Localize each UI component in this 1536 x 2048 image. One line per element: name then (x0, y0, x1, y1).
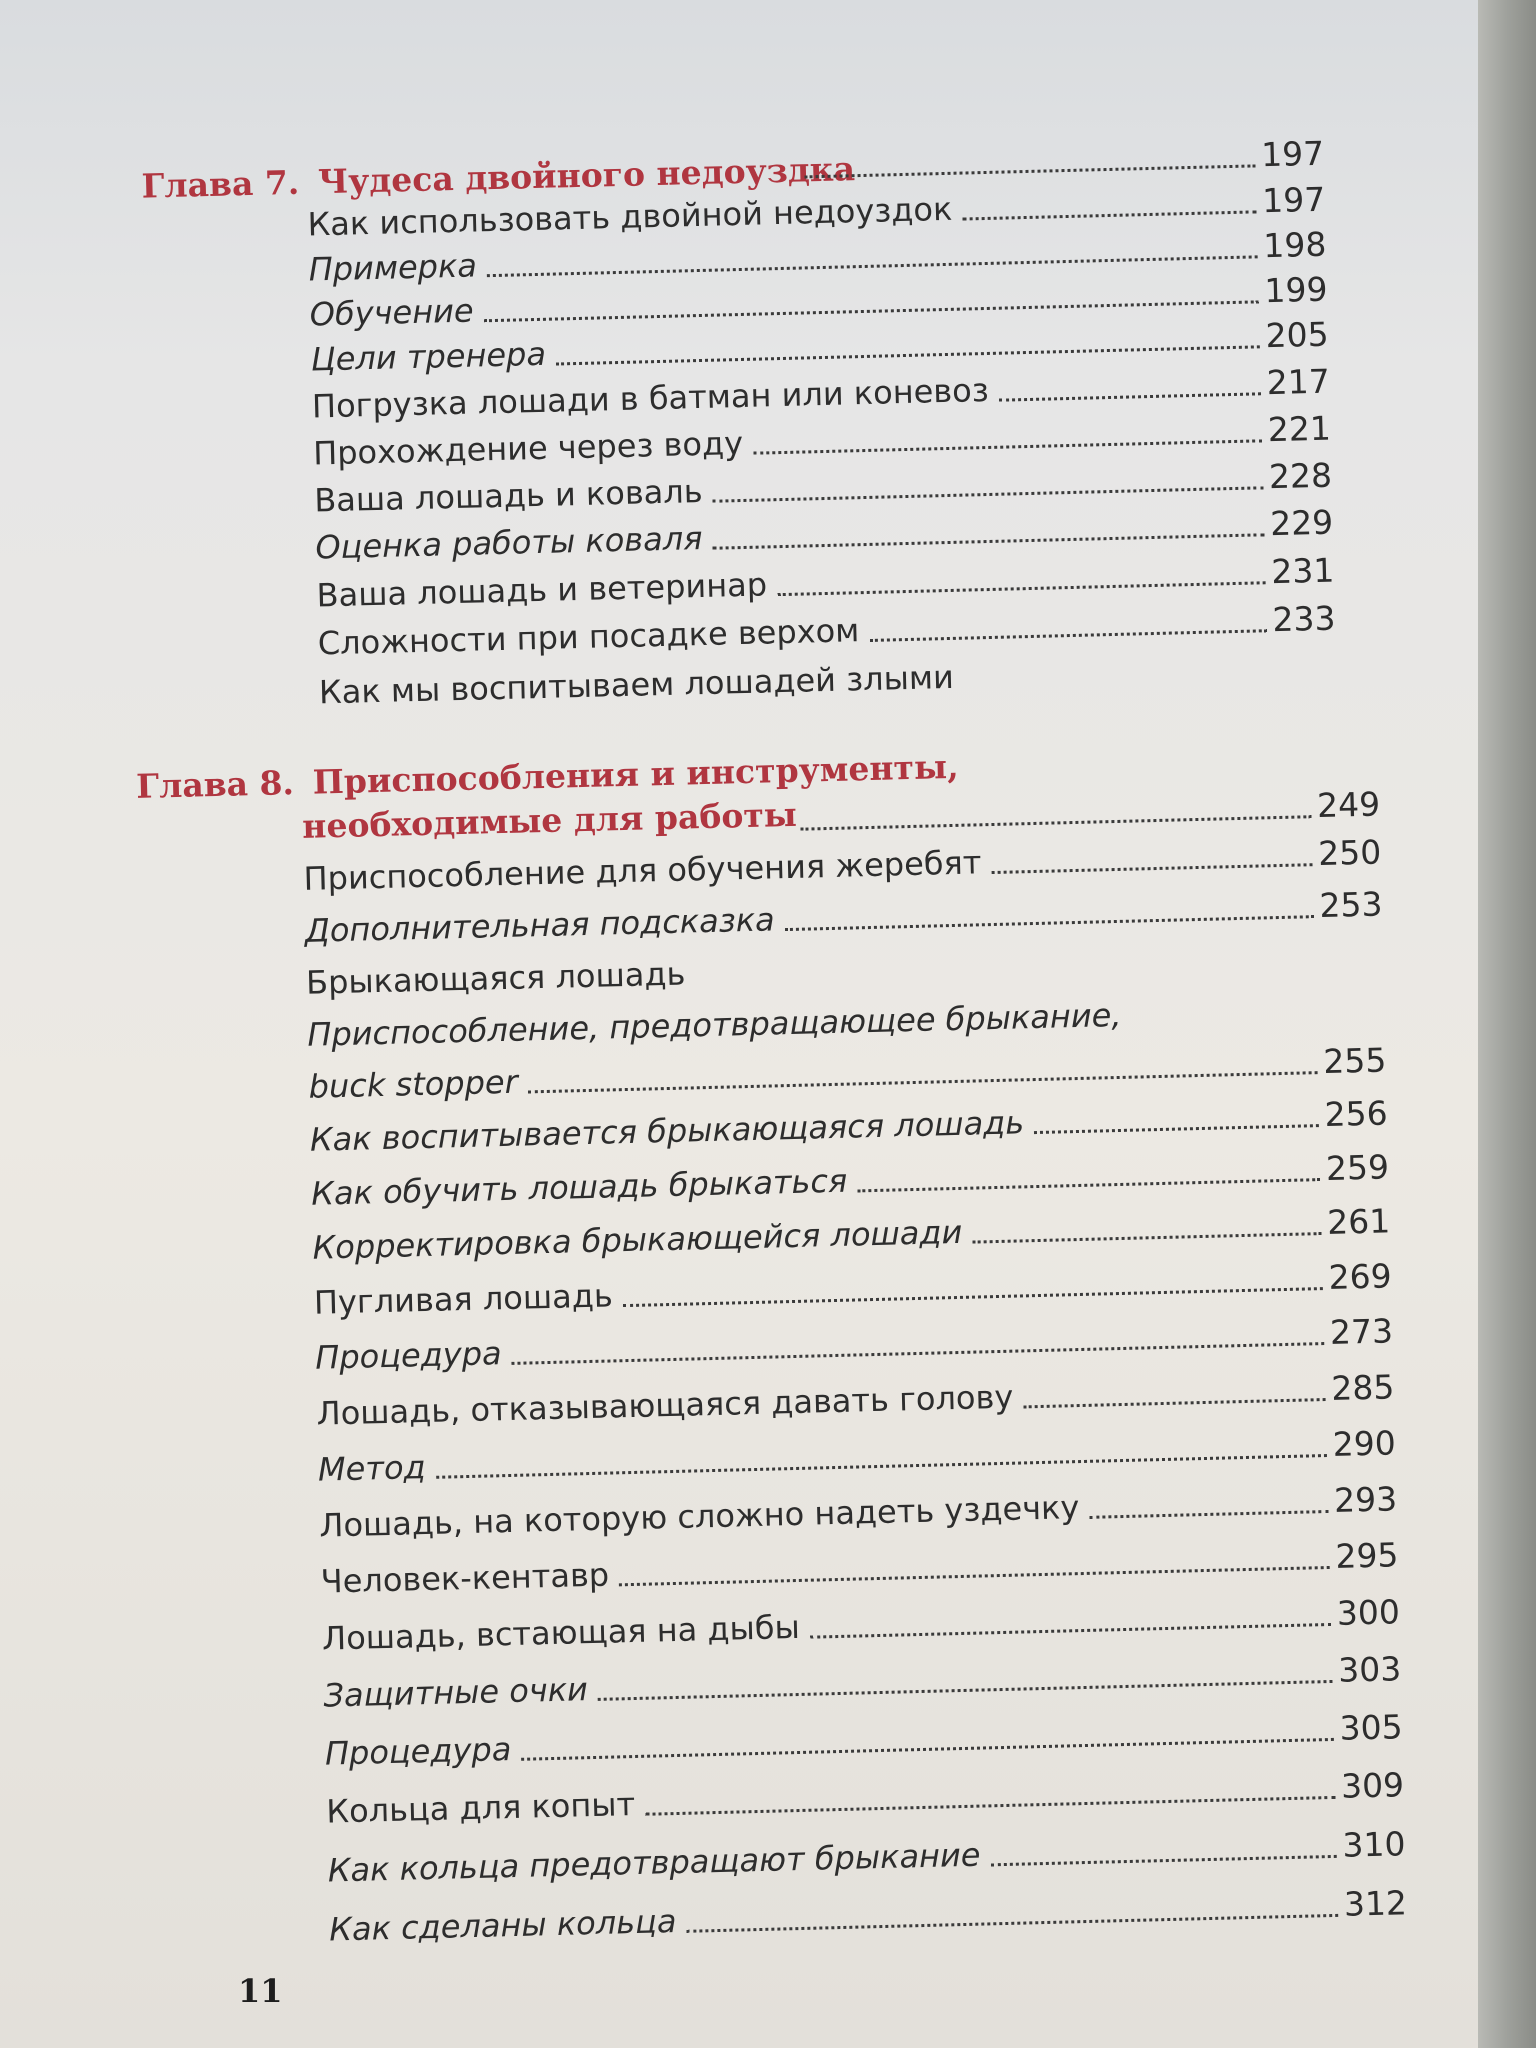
dot-leader (598, 1680, 1332, 1701)
chapter-label: Глава 8. (135, 763, 295, 806)
entry-title: Процедура (324, 1730, 512, 1773)
entry-page: 197 (1260, 133, 1325, 175)
entry-page: 261 (1326, 1201, 1391, 1242)
entry-page: 309 (1340, 1765, 1405, 1806)
toc-entry (329, 1883, 1408, 1949)
chapter-title: Чудеса двойного недоуздка (317, 149, 856, 202)
entry-title: Процедура (314, 1334, 503, 1377)
entry-title: Оценка работы коваля (315, 519, 703, 567)
entry-title: Человек-кентавр (320, 1555, 610, 1601)
toc-entry (323, 1649, 1402, 1715)
page-number: 11 (238, 1972, 283, 2010)
entry-title: Метод (317, 1448, 427, 1489)
toc-entry (327, 1824, 1406, 1890)
entry-title: Как кольца предотвращают брыкание (327, 1835, 981, 1890)
entry-page: 250 (1317, 832, 1382, 874)
entry-title: Цели тренера (310, 334, 547, 379)
toc-entry (326, 1765, 1405, 1831)
entry-title: Примерка (308, 246, 478, 289)
chapter-8-page-ref (800, 785, 1381, 839)
dot-leader (992, 863, 1313, 874)
dot-leader (777, 581, 1265, 596)
dot-leader (857, 1178, 1320, 1192)
dot-leader (870, 629, 1267, 642)
toc-entry (324, 1707, 1403, 1773)
entry-page: 198 (1262, 224, 1327, 266)
entry-page: 269 (1328, 1256, 1393, 1297)
toc-entry (318, 1423, 1397, 1489)
dot-leader (619, 1566, 1329, 1586)
toc-entry (312, 1201, 1391, 1267)
chapter-7-page-ref (804, 134, 1325, 187)
dot-leader (810, 1623, 1331, 1639)
entry-page: 305 (1339, 1707, 1404, 1748)
dot-leader (1089, 1510, 1328, 1519)
toc-entry (320, 1535, 1399, 1601)
toc-entry (316, 1367, 1395, 1433)
entry-page: 293 (1333, 1479, 1398, 1520)
entry-title: Как мы воспитываем лошадей злыми (318, 657, 955, 712)
dot-leader (991, 1855, 1337, 1866)
dot-leader (436, 1454, 1327, 1479)
entry-page: 303 (1337, 1649, 1402, 1690)
entry-title: Кольца для копыт (325, 1785, 636, 1831)
entry-title: Сложности при посадке верхом (317, 611, 860, 663)
dot-leader (962, 210, 1256, 220)
toc-entry (319, 1479, 1398, 1545)
entry-title: Лошадь, на которую сложно надеть уздечку (318, 1488, 1080, 1545)
dot-leader (1034, 1124, 1319, 1134)
dot-leader (713, 486, 1264, 502)
entry-title: Корректировка брыкающейся лошади (312, 1212, 963, 1267)
dot-leader (623, 1287, 1323, 1307)
chapter-title-line2: необходимые для работы (301, 794, 798, 846)
entry-title: buck stopper (308, 1062, 519, 1106)
entry-title: Приспособление, предотвращающее брыкание, (306, 995, 1122, 1054)
chapter-title: Приспособления и инструменты, (312, 746, 960, 802)
entry-page: 199 (1264, 269, 1328, 311)
entry-page: 231 (1270, 550, 1335, 592)
entry-page: 290 (1332, 1423, 1397, 1464)
toc-entry (315, 1311, 1394, 1377)
entry-page: 217 (1266, 361, 1331, 403)
entry-title: Обучение (309, 291, 475, 334)
entry-title: Приспособление для обучения жеребят (303, 843, 982, 898)
entry-title: Лошадь, встающая на дыбы (321, 1607, 801, 1658)
entry-page: 205 (1265, 314, 1330, 356)
entry-title: Погрузка лошади в батман или коневоз (311, 370, 990, 426)
dot-leader (800, 815, 1311, 830)
entry-title: Как обучить лошадь брыкаться (310, 1161, 848, 1213)
entry-title: Как использовать двойной недоуздок (307, 189, 953, 244)
entry-title: Защитные очки (323, 1670, 589, 1715)
dot-leader (753, 439, 1262, 454)
entry-title: Как воспитывается брыкающаяся лошадь (309, 1103, 1025, 1159)
dot-leader (713, 533, 1265, 549)
dot-leader (805, 164, 1256, 178)
entry-page: 229 (1269, 502, 1334, 544)
entry-title: Как сделаны кольца (328, 1902, 677, 1949)
toc-entry (311, 1147, 1390, 1213)
dot-leader (528, 1071, 1318, 1093)
entry-title: Пугливая лошадь (313, 1276, 614, 1322)
dot-leader (1023, 1398, 1325, 1408)
entry-title: Дополнительная подсказка (304, 900, 776, 950)
entry-page: 253 (1319, 884, 1383, 926)
entry-page: 295 (1334, 1535, 1399, 1576)
entry-page: 221 (1267, 408, 1332, 450)
entry-page: 233 (1272, 598, 1336, 640)
entry-title: Брыкающаяся лошадь (305, 954, 686, 1002)
entry-page: 285 (1330, 1367, 1395, 1408)
toc-entry (322, 1592, 1401, 1658)
entry-title: Прохождение через воду (312, 423, 744, 473)
chapter-8-heading-line2 (302, 795, 798, 847)
dot-leader (512, 1342, 1324, 1365)
entry-page: 300 (1336, 1592, 1401, 1633)
toc-entry (313, 1256, 1392, 1322)
entry-page: 310 (1342, 1824, 1406, 1865)
entry-page: 197 (1261, 179, 1326, 221)
dot-leader (522, 1738, 1334, 1761)
dot-leader (785, 915, 1314, 931)
dot-leader (556, 345, 1260, 365)
entry-page: 256 (1324, 1093, 1389, 1134)
entry-page: 249 (1316, 784, 1381, 826)
toc-entry (309, 1093, 1388, 1159)
chapter-label: Глава 7. (141, 162, 300, 206)
entry-page: 255 (1322, 1040, 1387, 1081)
dot-leader (687, 1914, 1339, 1933)
entry-title: Ваша лошадь и ветеринар (316, 565, 768, 615)
dot-leader (999, 392, 1261, 401)
entry-title: Ваша лошадь и коваль (313, 471, 704, 520)
entry-page: 273 (1329, 1311, 1394, 1352)
entry-page: 228 (1268, 455, 1333, 497)
entry-title: Лошадь, отказывающаяся давать голову (316, 1377, 1014, 1433)
dot-leader (973, 1232, 1322, 1244)
entry-page: 312 (1343, 1883, 1408, 1924)
dot-leader (645, 1796, 1335, 1816)
entry-page: 259 (1325, 1147, 1390, 1188)
